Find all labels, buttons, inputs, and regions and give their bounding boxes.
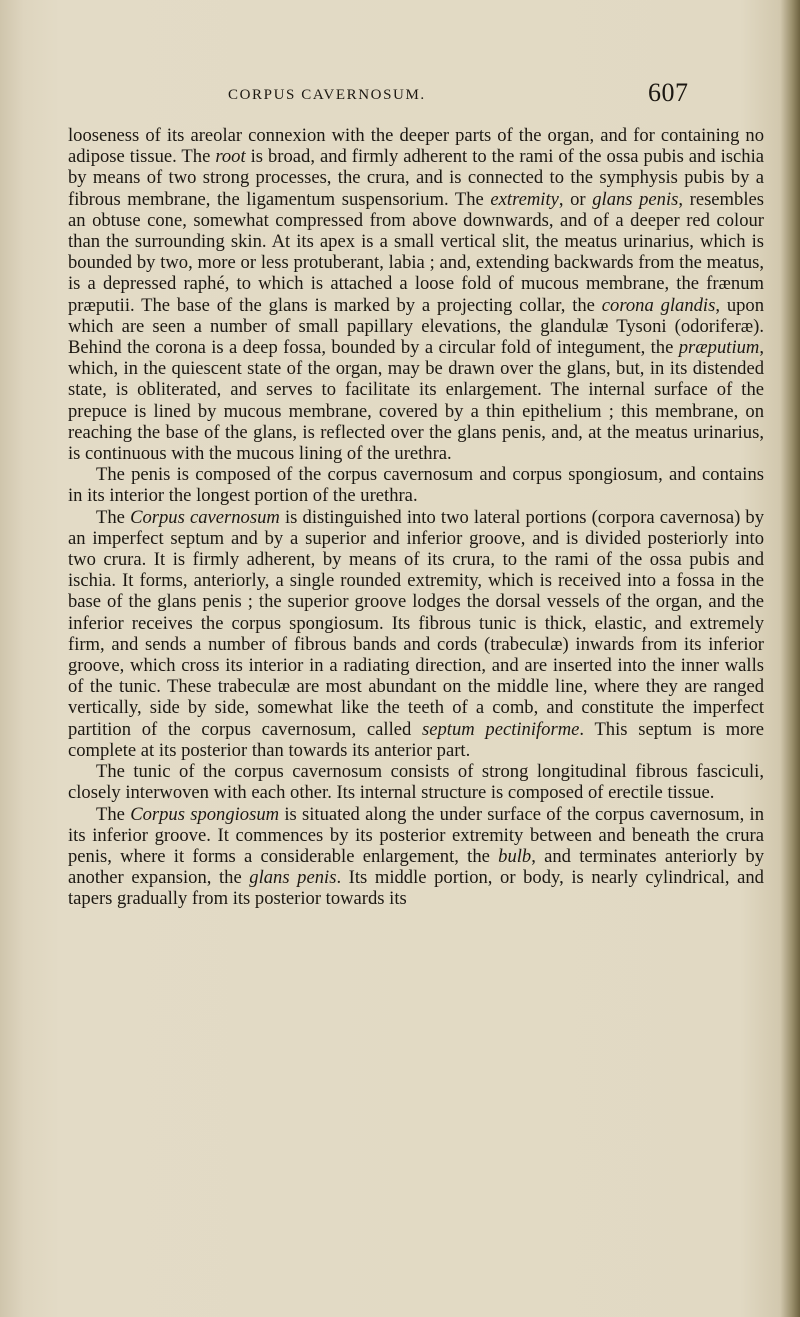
text-run: is broad, and firmly adherent to the rami of the ossa pubis and ischia by means of two strong processes, the crura, and is connected to the symphysis pubis by a fibrous membrane, the ligamentum suspensorium. The: [68, 146, 764, 210]
text-run: , which, in the quiescent state of the organ, may be drawn over the glans, but, in its distended state, is obliterated, and serves to facilitate its enlargement. The internal surface of the prepuce is lined by mucous membrane, covered by a thin epithelium ; this membrane, on reaching the base of the glans, is reflected over the glans penis, and, at the meatus urinarius, is continuous with the mucous lining of the urethra.: [68, 337, 764, 465]
italic-term: corona glandis: [601, 294, 716, 316]
text-run: The: [96, 803, 131, 825]
italic-term: Corpus cavernosum: [130, 506, 280, 528]
italic-term: glans penis: [592, 188, 679, 210]
page-number: 607: [648, 78, 689, 107]
italic-term: septum pectiniforme: [422, 718, 580, 740]
italic-term: extremity: [490, 188, 559, 210]
text-run: The tunic of the corpus cavernosum consists of strong longitudinal fibrous fasciculi, closely interwoven with each other. Its internal structure is composed of erectile tissue.: [68, 761, 764, 804]
paragraph: [68, 804, 764, 910]
text-run: , upon which are seen a number of small papillary elevations, the glandulæ Tysoni (odoriferæ). Behind the corona is a deep fossa, bounded by a circular fold of integument, the: [68, 294, 765, 359]
text-run: The: [96, 506, 131, 528]
text-run: , and terminates anteriorly by another expansion, the: [68, 845, 764, 889]
italic-term: root: [215, 146, 246, 168]
text-run: . This septum is more complete at its posterior than towards its anterior part.: [68, 718, 764, 761]
italic-term: Corpus spongiosum: [130, 803, 280, 825]
body-text: [68, 125, 764, 910]
italic-term: bulb: [498, 845, 532, 867]
italic-term: præputium: [678, 337, 760, 359]
text-run: , resembles an obtuse cone, somewhat compressed from above downwards, and of a deeper red colour than the surrounding skin. At its apex is a small vertical slit, the meatus urinarius, which is bounded by two, more or less protuberant, labia ; and, extending backwards from the meatus, is a depressed raphé, to which is attached a loose fold of mucous membrane, the frænum præputii. The base of the glans is marked by a projecting collar, the: [68, 188, 764, 316]
text-run: The penis is composed of the corpus cavernosum and corpus spongiosum, and contains in its interior the longest portion of the urethra.: [68, 464, 764, 507]
italic-term: glans penis: [249, 867, 337, 889]
text-run: , or: [558, 188, 593, 210]
paragraph: [68, 761, 764, 803]
text-run: looseness of its areolar connexion with the deeper parts of the organ, and for containing no adipose tissue. The: [68, 125, 764, 168]
paragraph: [68, 125, 764, 464]
text-run: is distinguished into two lateral portions (corpora cavernosa) by an imperfect septum and by a superior and inferior groove, and is divided posteriorly into two crura. It is firmly adherent, by means of its crura, to the rami of the ossa pubis and ischia. It forms, anteriorly, a single rounded extremity, which is received into a fossa in the base of the glans penis ; the superior groove lodges the dorsal vessels of the organ, and the inferior receives the corpus spongiosum. Its fibrous tunic is thick, elastic, and extremely firm, and sends a number of fibrous bands and cords (trabeculæ) inwards from its inferior groove, which cross its interior in a radiating direction, and are inserted into the inner walls of the tunic. These trabeculæ are most abundant on the middle line, where they are ranged vertically, side by side, somewhat like the teeth of a comb, and constitute the imperfect partition of the corpus cavernosum, called: [68, 506, 764, 740]
paragraph: [68, 507, 764, 761]
running-head: [0, 78, 800, 114]
header-title: CORPUS CAVERNOSUM.: [228, 87, 426, 103]
text-run: . Its middle portion, or body, is nearly cylindrical, and tapers gradually from its posterior towards its: [68, 867, 764, 910]
text-run: is situated along the under surface of the corpus cavernosum, in its inferior groove. It commences by its posterior extremity between and beneath the crura penis, where it forms a considerable enlargement, the: [68, 803, 765, 867]
paragraph: [68, 464, 764, 506]
